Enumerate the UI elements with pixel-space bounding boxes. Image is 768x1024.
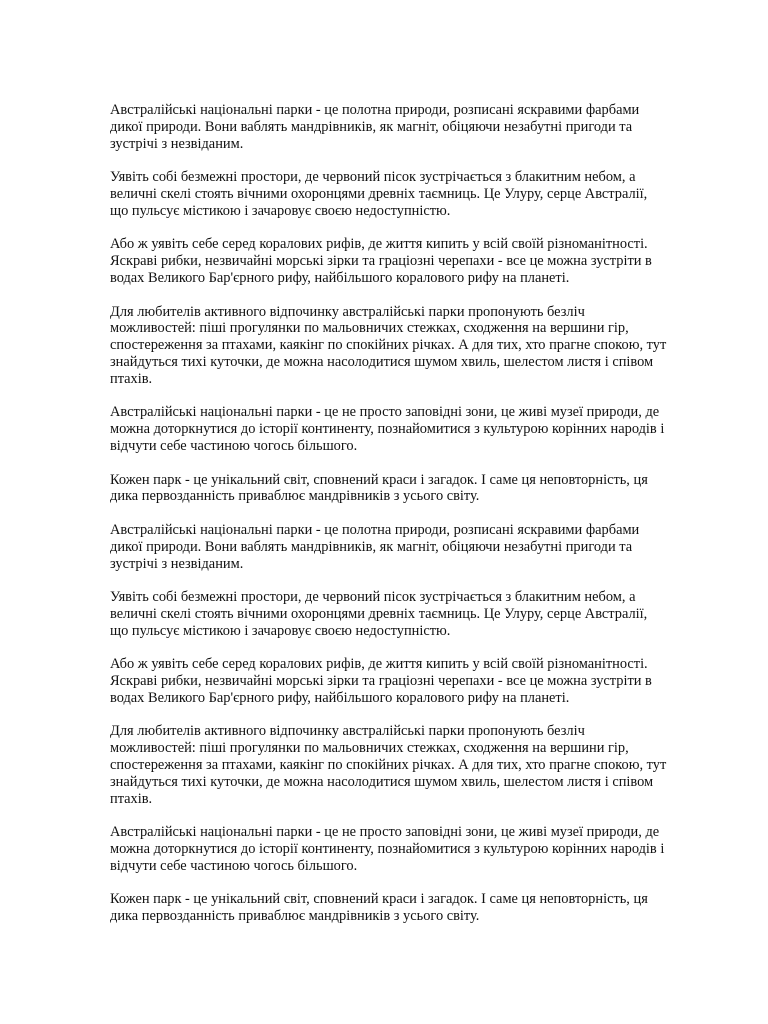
paragraph: Австралійські національні парки - це полотна природи, розписані яскравими фарбами дикої природи. Вони ваблять мандрівників, як магніт, обіцяючи незабутні пригоди та зустрічі з незвіданим. [110, 102, 640, 152]
paragraph: Австралійські національні парки - це не просто заповідні зони, це живі музеї природи, де можна доторкнутися до історії континенту, познайомитися з культурою корінних народів і відчути себе частиною чогось більшого. [110, 404, 665, 454]
paragraph: Австралійські національні парки - це не просто заповідні зони, це живі музеї природи, де можна доторкнутися до історії континенту, познайомитися з культурою корінних народів і відчути себе частиною чогось більшого. [110, 824, 665, 874]
paragraph: Або ж уявіть себе серед коралових рифів, де життя кипить у всій своїй різноманітності. Яскраві рибки, незвичайні морські зірки та граціозні черепахи - все це можна зустріти в водах Великого Бар'єрного рифу, найбільшого коралового рифу на планеті. [110, 236, 652, 286]
paragraph: Уявіть собі безмежні простори, де червоний пісок зустрічається з блакитним небом, а величні скелі стоять вічними охоронцями древніх таємниць. Це Улуру, серце Австралії, що пульсує містикою і зачаровує своєю недоступністю. [110, 589, 648, 639]
paragraph: Або ж уявіть себе серед коралових рифів, де життя кипить у всій своїй різноманітності. Яскраві рибки, незвичайні морські зірки та граціозні черепахи - все це можна зустріти в водах Великого Бар'єрного рифу, найбільшого коралового рифу на планеті. [110, 656, 652, 706]
paragraph: Уявіть собі безмежні простори, де червоний пісок зустрічається з блакитним небом, а величні скелі стоять вічними охоронцями древніх таємниць. Це Улуру, серце Австралії, що пульсує містикою і зачаровує своєю недоступністю. [110, 169, 648, 219]
document-page [110, 102, 720, 942]
paragraph: Австралійські національні парки - це полотна природи, розписані яскравими фарбами дикої природи. Вони ваблять мандрівників, як магніт, обіцяючи незабутні пригоди та зустрічі з незвіданим. [110, 521, 640, 572]
paragraph: Кожен парк - це унікальний світ, сповнений краси і загадок. І саме ця неповторність, ця дика первозданність приваблює мандрівників з усього світу. [110, 891, 648, 925]
paragraph: Кожен парк - це унікальний світ, сповнений краси і загадок. І саме ця неповторність, ця дика первозданність приваблює мандрівників з усього світу. [110, 471, 648, 505]
paragraph: Для любителів активного відпочинку австралійські парки пропонують безліч можливостей: піші прогулянки по мальовничих стежках, сходження на вершини гір, спостереження за птахами, каякінг по спокійних річках. А для тих, хто прагне спокою, тут знайдуться тихі куточки, де можна насолодитися шумом хвиль, шелестом листя і співом птахів. [110, 723, 667, 807]
paragraph: Для любителів активного відпочинку австралійські парки пропонують безліч можливостей: піші прогулянки по мальовничих стежках, сходження на вершини гір, спостереження за птахами, каякінг по спокійних річках. А для тих, хто прагне спокою, тут знайдуться тихі куточки, де можна насолодитися шумом хвиль, шелестом листя і співом птахів. [110, 303, 667, 387]
